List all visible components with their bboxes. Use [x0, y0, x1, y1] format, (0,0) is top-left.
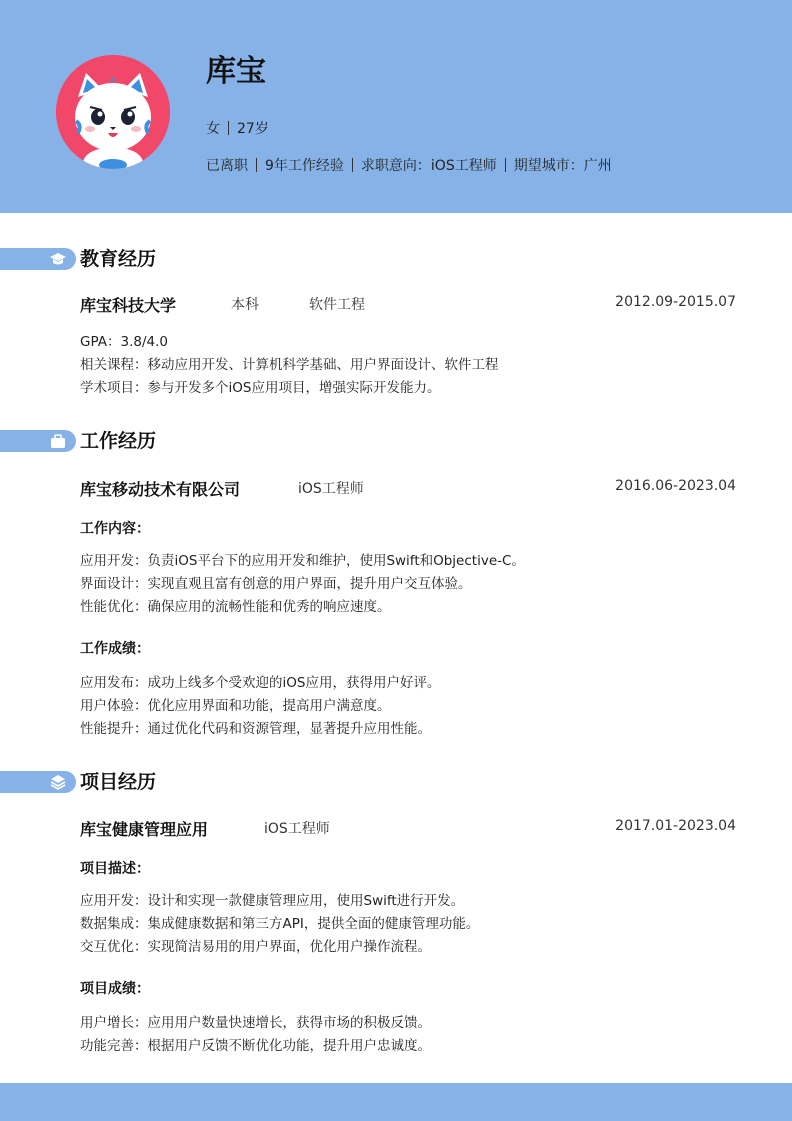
avatar [56, 55, 170, 169]
divider [505, 158, 506, 172]
section-marker [0, 248, 76, 270]
job-info-row [206, 155, 612, 175]
gender: 女 [206, 121, 220, 137]
work-achievements-list [80, 672, 740, 741]
cat-mascot-image [56, 55, 170, 169]
work-content-line: 性能优化：确保应用的流畅性能和优秀的响应速度。 [80, 599, 391, 615]
work-section-title: 工作经历 [80, 430, 157, 452]
project-name: 库宝健康管理应用 [80, 820, 209, 839]
education-line: 相关课程：移动应用开发、计算机科学基础、用户界面设计、软件工程 [80, 357, 499, 373]
education-details [80, 331, 740, 400]
expected-city: 期望城市：广州 [513, 158, 612, 174]
basic-info-row [206, 118, 269, 138]
project-desc-heading: 项目描述： [80, 861, 150, 877]
project-achievements-heading: 项目成绩： [80, 981, 150, 997]
work-achievement-line: 用户体验：优化应用界面和功能，提高用户满意度。 [80, 698, 391, 714]
work-achievement-line: 性能提升：通过优化代码和资源管理，显著提升应用性能。 [80, 721, 431, 737]
divider [228, 121, 229, 135]
work-content-heading: 工作内容： [80, 521, 150, 537]
project-achievement-line: 用户增长：应用用户数量快速增长，获得市场的积极反馈。 [80, 1015, 431, 1031]
divider [256, 158, 257, 172]
project-role: iOS工程师 [264, 821, 330, 837]
work-achievements-heading: 工作成绩： [80, 641, 150, 657]
project-date: 2017.01-2023.04 [615, 818, 736, 834]
layers-icon [50, 774, 66, 790]
project-desc-line: 交互优化：实现简洁易用的用户界面，优化用户操作流程。 [80, 939, 431, 955]
project-section-title: 项目经历 [80, 771, 157, 793]
major: 软件工程 [309, 297, 365, 313]
work-experience: 9年工作经验 [265, 158, 344, 174]
footer-bar [0, 1083, 792, 1121]
education-date: 2012.09-2015.07 [615, 294, 736, 310]
divider [352, 158, 353, 172]
school-name: 库宝科技大学 [80, 296, 177, 315]
graduation-cap-icon [50, 251, 66, 267]
work-content-line: 应用开发：负责iOS平台下的应用开发和维护，使用Swift和Objective-C。 [80, 553, 525, 569]
project-achievement-line: 功能完善：根据用户反馈不断优化功能，提升用户忠诚度。 [80, 1038, 431, 1054]
project-achievements-list [80, 1012, 740, 1058]
job-intent: 求职意向：iOS工程师 [360, 158, 497, 174]
work-date: 2016.06-2023.04 [615, 478, 736, 494]
work-role: iOS工程师 [298, 481, 364, 497]
work-achievement-line: 应用发布：成功上线多个受欢迎的iOS应用，获得用户好评。 [80, 675, 441, 691]
briefcase-icon [50, 433, 66, 449]
section-marker [0, 771, 76, 793]
section-marker [0, 430, 76, 452]
company-name: 库宝移动技术有限公司 [80, 480, 241, 499]
education-line: GPA：3.8/4.0 [80, 334, 168, 350]
age: 27岁 [237, 121, 269, 137]
degree: 本科 [231, 297, 259, 313]
work-content-line: 界面设计：实现直观且富有创意的用户界面，提升用户交互体验。 [80, 576, 472, 592]
work-content-list [80, 550, 740, 619]
project-desc-line: 应用开发：设计和实现一款健康管理应用，使用Swift进行开发。 [80, 893, 465, 909]
education-section-title: 教育经历 [80, 248, 157, 270]
education-line: 学术项目：参与开发多个iOS应用项目，增强实际开发能力。 [80, 380, 441, 396]
project-desc-list [80, 890, 740, 959]
project-desc-line: 数据集成：集成健康数据和第三方API，提供全面的健康管理功能。 [80, 916, 480, 932]
candidate-name: 库宝 [206, 54, 266, 89]
profile-header [0, 0, 792, 213]
employment-status: 已离职 [206, 158, 248, 174]
